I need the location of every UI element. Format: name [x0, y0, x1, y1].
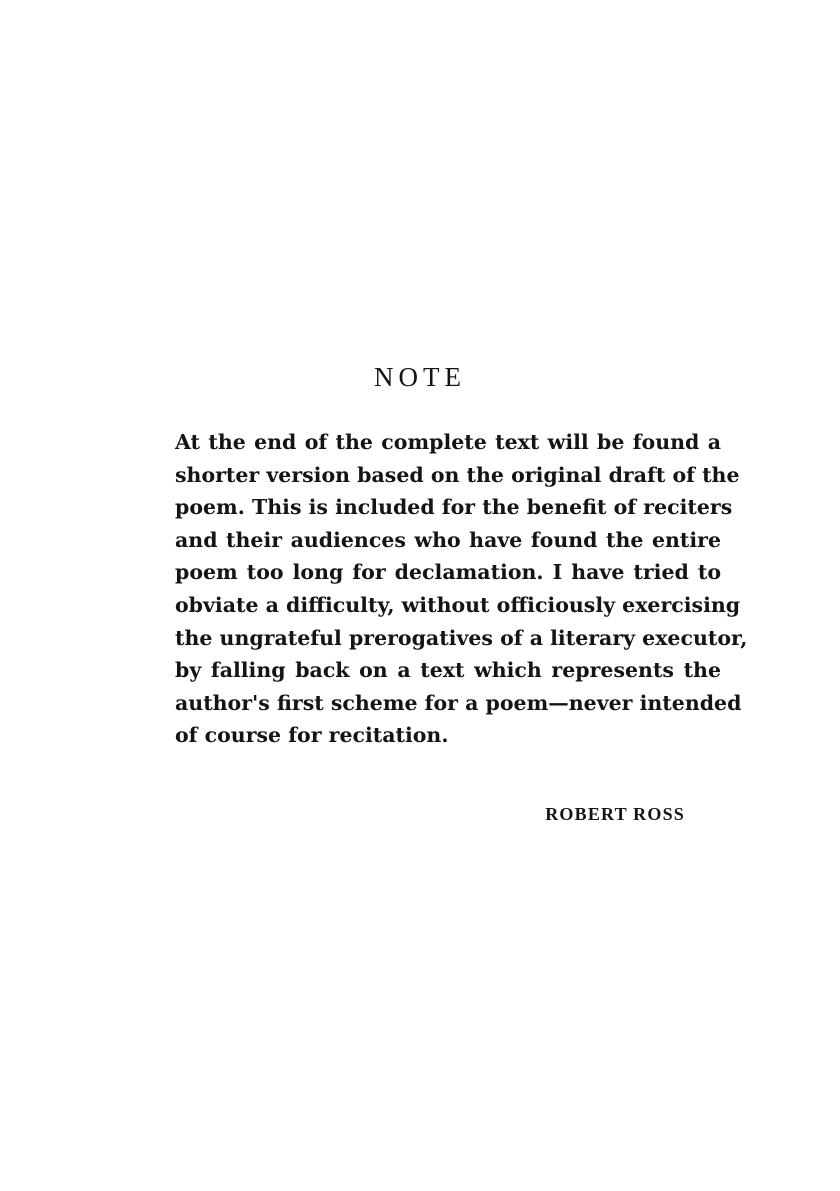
body-line: by falling back on a text which represents the: [175, 658, 721, 683]
body-line: and their audiences who have found the entire: [175, 527, 721, 552]
body-line: obviate a difficulty, without officiously exercising: [175, 592, 741, 617]
body-line: author's first scheme for a poem—never intended: [175, 690, 742, 715]
note-body: [175, 426, 748, 752]
body-line: of course for recitation.: [175, 723, 449, 748]
body-line: the ungrateful prerogatives of a literary executor,: [175, 625, 748, 650]
signature: ROBERT ROSS: [545, 804, 685, 824]
body-line: At the end of the complete text will be found a: [175, 430, 721, 454]
note-heading: NOTE: [374, 362, 466, 392]
body-line: shorter version based on the original draft of the: [175, 462, 740, 487]
body-line: poem too long for declamation. I have tried to: [175, 560, 721, 585]
body-line: poem. This is included for the benefit of reciters: [175, 495, 733, 520]
